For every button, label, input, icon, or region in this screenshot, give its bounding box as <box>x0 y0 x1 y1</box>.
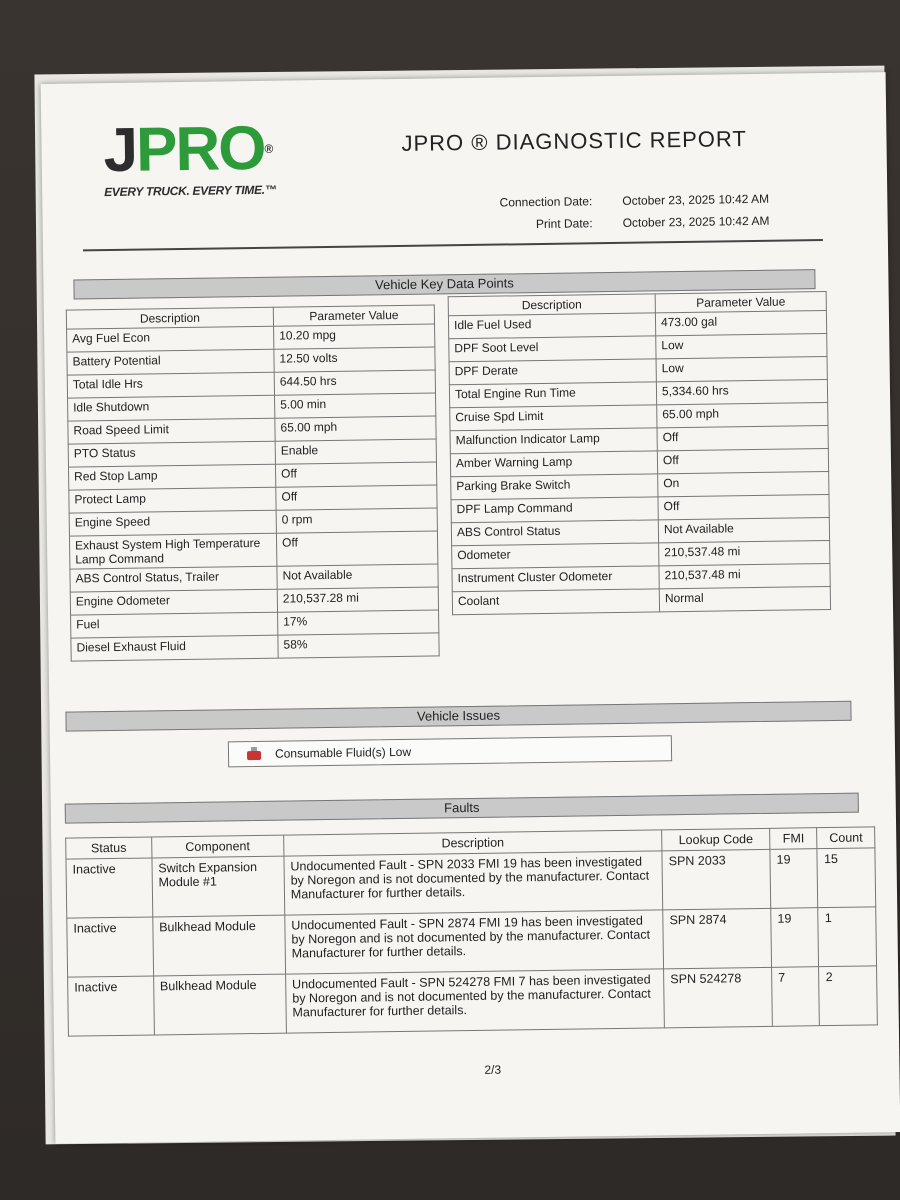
key-data-description: PTO Status <box>68 441 275 467</box>
key-data-description: Engine Odometer <box>70 589 277 615</box>
key-data-value: Off <box>658 494 829 519</box>
key-data-value: 473.00 gal <box>655 311 826 336</box>
key-data-description: Instrument Cluster Odometer <box>452 566 659 592</box>
faults-col-fmi: FMI <box>770 828 818 850</box>
report-dates <box>462 192 769 240</box>
key-data-value: 210,537.48 mi <box>659 540 830 565</box>
fault-fmi: 7 <box>772 967 820 1027</box>
key-data-value: Enable <box>275 439 436 464</box>
report-page <box>41 72 900 1144</box>
fault-count: 15 <box>817 848 875 908</box>
vehicle-issue-text: Consumable Fluid(s) Low <box>274 744 412 761</box>
key-data-value: 17% <box>278 610 439 635</box>
key-data-section-title: Vehicle Key Data Points <box>73 269 815 299</box>
fault-fmi: 19 <box>770 849 818 909</box>
key-data-description: Coolant <box>452 589 659 615</box>
key-data-description: Total Idle Hrs <box>67 372 274 398</box>
key-data-value: 5.00 min <box>275 393 436 418</box>
key-data-description: ABS Control Status <box>451 520 658 546</box>
faults-col-lookup-code: Lookup Code <box>662 828 770 851</box>
key-data-description: Idle Shutdown <box>68 395 275 421</box>
key-data-value: 644.50 hrs <box>274 370 435 395</box>
key-data-value: Off <box>657 425 828 450</box>
key-data-table-right <box>448 291 831 615</box>
fault-code: SPN 2033 <box>662 849 771 910</box>
print-date-label: Print Date: <box>535 216 593 232</box>
fluid-container-icon <box>245 747 263 761</box>
fault-status: Inactive <box>67 917 154 977</box>
fault-component: Switch Expansion Module #1 <box>152 856 285 917</box>
key-data-description: Total Engine Run Time <box>449 382 656 408</box>
key-data-value: Off <box>275 462 436 487</box>
key-data-description: Diesel Exhaust Fluid <box>71 635 278 661</box>
fault-row <box>68 966 878 1036</box>
faults-col-count: Count <box>817 827 875 849</box>
faults-section-title: Faults <box>65 793 859 824</box>
key-data-description: Road Speed Limit <box>68 418 275 444</box>
fault-code: SPN 2874 <box>663 908 772 969</box>
connection-date-value: October 23, 2025 10:42 AM <box>622 191 770 208</box>
key-data-row <box>69 531 437 569</box>
key-data-description: DPF Lamp Command <box>451 497 658 523</box>
key-data-description: Avg Fuel Econ <box>67 326 274 352</box>
key-data-value: 12.50 volts <box>274 347 435 372</box>
connection-date-label: Connection Date: <box>499 194 593 210</box>
key-data-value: Normal <box>659 586 830 611</box>
key-data-description: Idle Fuel Used <box>448 313 655 339</box>
key-data-value: Off <box>276 485 437 510</box>
fault-description: Undocumented Fault - SPN 2874 FMI 19 has been investigated by Noregon and is not documented by the manufacturer. Contact Manufacturer for further details. <box>285 910 664 974</box>
header-divider <box>83 239 823 251</box>
key-data-description: Red Stop Lamp <box>68 464 275 490</box>
fault-code: SPN 524278 <box>664 967 773 1028</box>
key-data-value: 65.00 mph <box>275 416 436 441</box>
key-data-value: Off <box>657 448 828 473</box>
print-date-value: October 23, 2025 10:42 AM <box>622 213 770 230</box>
key-data-value: Low <box>656 356 827 381</box>
key-data-value: 65.00 mph <box>657 402 828 427</box>
key-data-description: DPF Derate <box>449 359 656 385</box>
key-data-value: 210,537.28 mi <box>277 587 438 612</box>
col-parameter-value: Parameter Value <box>655 292 826 313</box>
col-description: Description <box>448 294 655 316</box>
fault-count: 1 <box>818 907 876 967</box>
fault-status: Inactive <box>68 976 155 1036</box>
key-data-description: Cruise Spd Limit <box>450 405 657 431</box>
key-data-value: Low <box>656 333 827 358</box>
key-data-description: Amber Warning Lamp <box>450 451 657 477</box>
key-data-description: Parking Brake Switch <box>451 474 658 500</box>
key-data-description: Exhaust System High Temperature Lamp Command <box>69 533 276 569</box>
key-data-value: On <box>658 471 829 496</box>
key-data-description: Malfunction Indicator Lamp <box>450 428 657 454</box>
key-data-description: Engine Speed <box>69 510 276 536</box>
key-data-description: Protect Lamp <box>69 487 276 513</box>
vehicle-issues-section-title: Vehicle Issues <box>65 701 851 732</box>
faults-table <box>65 826 878 1036</box>
key-data-value: 5,334.60 hrs <box>656 379 827 404</box>
key-data-description: Odometer <box>452 543 659 569</box>
key-data-value: Not Available <box>277 564 438 589</box>
fault-description: Undocumented Fault - SPN 524278 FMI 7 has been investigated by Noregon and is not documented by the manufacturer. Contact Manufacturer for further details. <box>285 969 664 1033</box>
key-data-description: Battery Potential <box>67 349 274 375</box>
key-data-row <box>452 586 830 614</box>
key-data-value: Not Available <box>658 517 829 542</box>
vehicle-issue-item <box>228 735 672 767</box>
key-data-value: 0 rpm <box>276 508 437 533</box>
fault-status: Inactive <box>66 858 153 918</box>
key-data-row <box>71 633 439 661</box>
key-data-table-left <box>66 304 440 661</box>
key-data-value: 58% <box>278 633 439 658</box>
key-data-value: 210,537.48 mi <box>659 563 830 588</box>
key-data-value: Off <box>276 531 437 566</box>
fault-count: 2 <box>819 966 877 1026</box>
col-parameter-value: Parameter Value <box>273 305 434 326</box>
col-description: Description <box>66 307 273 329</box>
logo-tagline: EVERY TRUCK. EVERY TIME.™ <box>104 182 277 200</box>
fault-description: Undocumented Fault - SPN 2033 FMI 19 has been investigated by Noregon and is not documented by the manufacturer. Contact Manufacturer for further details. <box>284 851 663 915</box>
report-title: JPRO ® DIAGNOSTIC REPORT <box>401 126 748 156</box>
key-data-value: 10.20 mpg <box>274 324 435 349</box>
faults-col-description: Description <box>284 830 663 856</box>
fault-component: Bulkhead Module <box>153 915 286 976</box>
faults-col-status: Status <box>66 837 152 859</box>
fault-component: Bulkhead Module <box>153 974 286 1035</box>
fault-fmi: 19 <box>771 908 819 968</box>
key-data-description: Fuel <box>71 612 278 638</box>
faults-col-component: Component <box>151 835 283 858</box>
key-data-description: ABS Control Status, Trailer <box>70 566 277 592</box>
key-data-description: DPF Soot Level <box>449 336 656 362</box>
page-number: 2/3 <box>484 1062 502 1077</box>
jpro-logo: JPRO® EVERY TRUCK. EVERY TIME.™ <box>103 113 277 200</box>
